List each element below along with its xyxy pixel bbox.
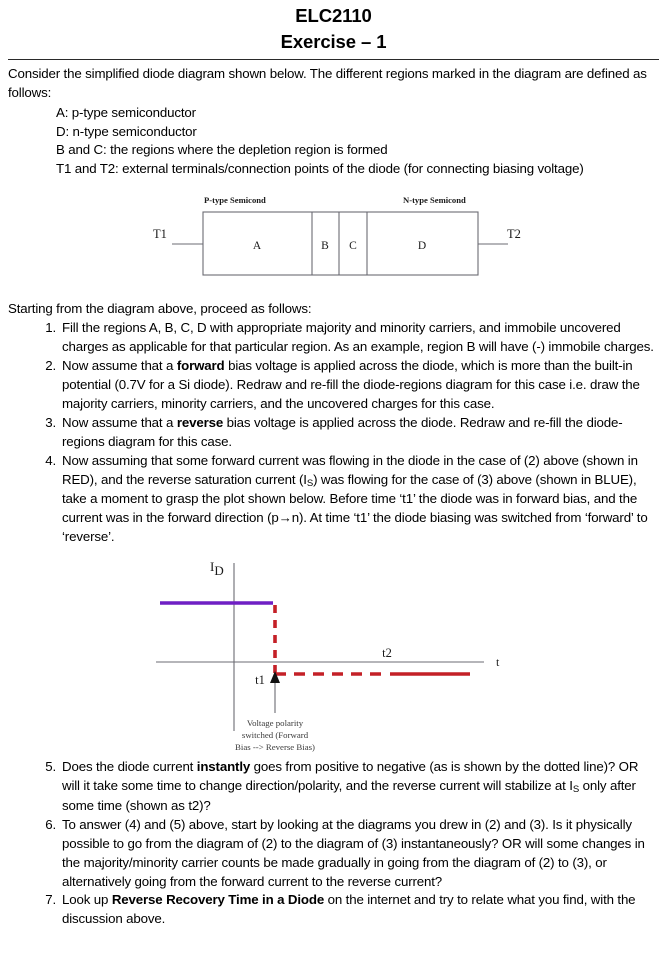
steps-list-top: [8, 319, 659, 547]
step-item-2: Now assume that a forward bias voltage is applied across the diode, which is more than the built-in potential (0.7V for a Si diode). Redraw and re-fill the diode-regions diagram for this case i.e. draw the majority carriers, minority carriers, and the uncovered charges for this case.: [62, 357, 640, 411]
terminal-label-t2: T2: [507, 227, 521, 242]
definitions-list: [8, 104, 659, 180]
ptype-label: P-type Semicond: [204, 195, 266, 206]
plot-annotation-line-1: Voltage polarity: [246, 718, 303, 729]
plot-tick-label-t2: t2: [381, 646, 392, 661]
definition-item-bc: B and C: the regions where the depletion region is formed: [56, 142, 388, 158]
step-item-6: To answer (4) and (5) above, start by looking at the diagrams you drew in (2) and (3). Is it physically possible to go from the diagram of (2) to the diagram of (3) instantaneously? OR will some changes in the majority/minority carrier counts be made gradually in going from the diagram of (2) to (3), or alternatively going from the forward current to the reverse current?: [62, 816, 645, 889]
diode-current-plot-figure: [8, 553, 659, 758]
page-subtitle: Exercise – 1: [280, 30, 387, 52]
definition-item-a: A: p-type semiconductor: [56, 104, 196, 120]
plot-x-axis-label: t: [495, 655, 499, 670]
steps-intro-text: Starting from the diagram above, proceed as follows:: [8, 301, 312, 317]
header-divider: [8, 59, 659, 60]
definition-item-terminals: T1 and T2: external terminals/connection points of the diode (for connecting biasing voltage): [56, 161, 584, 177]
step-item-5: Does the diode current instantly goes from positive to negative (as is shown by the dotted line)? OR will it take some time to change direction/polarity, and the reverse current will stabilize at $I_S$ only after some time (shown as t2)?: [62, 759, 639, 813]
region-label-a: A: [252, 240, 262, 253]
region-label-c: C: [349, 240, 357, 253]
diode-current-plot-svg: [134, 553, 534, 758]
page-title: ELC2110: [295, 5, 372, 26]
terminal-label-t1: T1: [153, 227, 167, 242]
step-item-3: Now assume that a reverse bias voltage is applied across the diode. Redraw and re-fill the diode-regions diagram for this case.: [62, 414, 623, 449]
intro-paragraph: Consider the simplified diode diagram shown below. The different regions marked in the diagram are defined as follows:: [8, 65, 647, 100]
diode-diagram-figure: [8, 191, 659, 296]
step-item-7: Look up Reverse Recovery Time in a Diode on the internet and try to relate what you find, with the discussion above.: [62, 892, 636, 927]
step-item-1: Fill the regions A, B, C, D with appropriate majority and minority carriers, and immobile uncovered charges as applicable for that particular region. As an example, region B will have (-) immobile charges.: [62, 320, 654, 354]
diode-diagram-svg: [8, 191, 667, 296]
definition-item-d: D: n-type semiconductor: [56, 123, 197, 139]
plot-tick-label-t1: t1: [254, 673, 265, 688]
plot-annotation-line-2: switched (Forward: [241, 730, 308, 741]
region-label-d: D: [417, 240, 427, 253]
steps-list-bottom: [8, 758, 659, 929]
ntype-label: N-type Semicond: [403, 195, 466, 206]
diode-body-rect: [203, 212, 478, 275]
step-item-4: Now assuming that some forward current was flowing in the diode in the case of (2) above (shown in RED), and the reverse saturation current $(I_S)$ was flowing for the case of (3) above (shown in BLUE), take a moment to grasp the plot shown below. Before time ‘t1’ the diode was in forward bias, and the current was in the forward direction (p→n). At time ‘t1’ the diode biasing was switched from ‘forward’ to ‘reverse’.: [62, 452, 648, 545]
region-label-b: B: [321, 240, 329, 253]
plot-y-axis-label: ID: [209, 559, 224, 579]
document-header: [8, 0, 659, 55]
plot-annotation-line-3: Bias --> Reverse Bias): [234, 742, 315, 753]
